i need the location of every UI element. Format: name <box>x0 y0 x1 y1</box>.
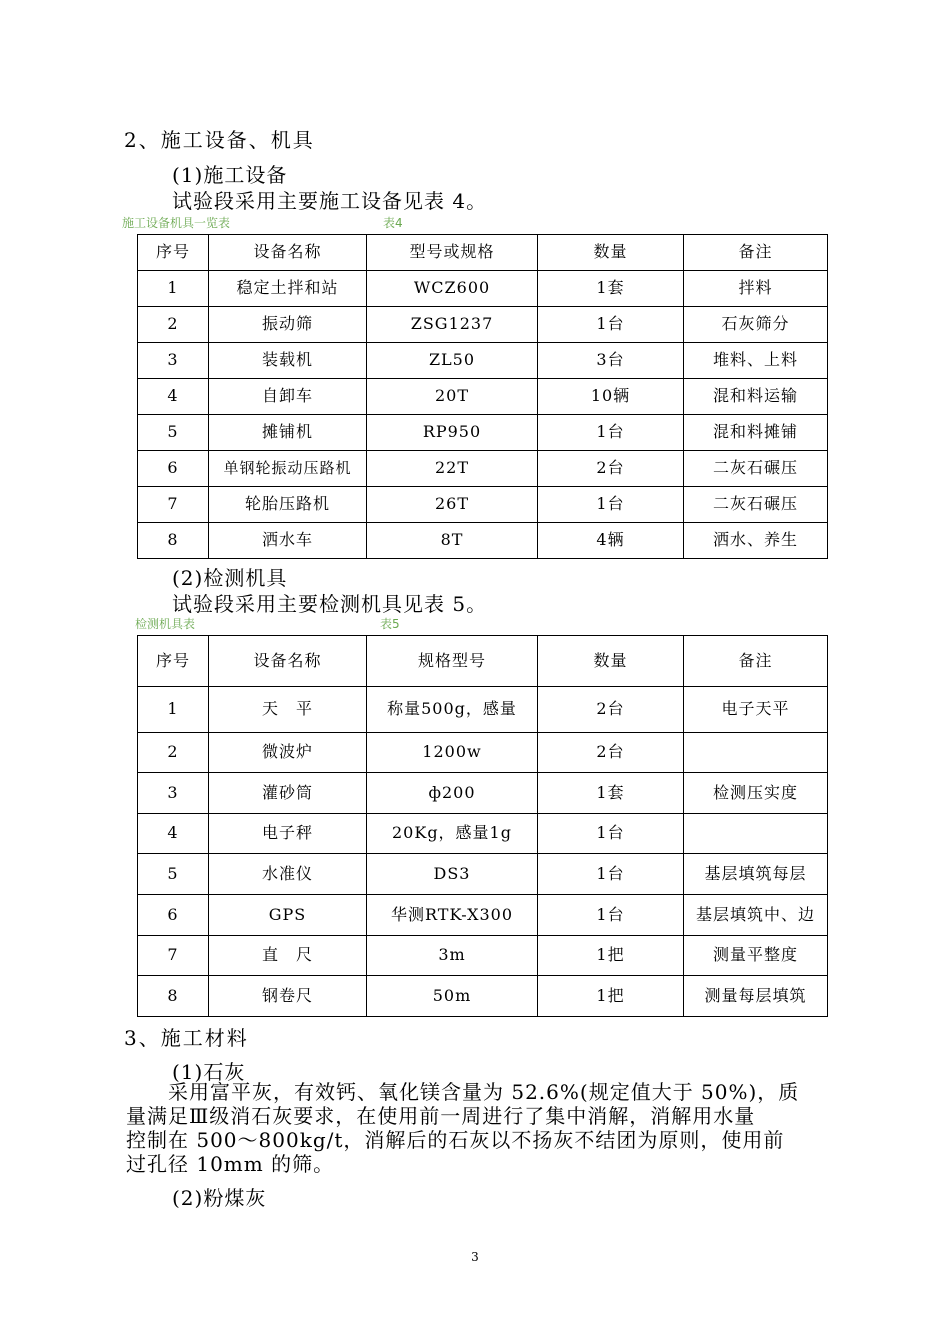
section2-heading: 2、施工设备、机具 <box>124 128 315 152</box>
table-cell: 1200w <box>367 733 538 773</box>
table-cell: 灌砂筒 <box>209 773 367 814</box>
section3-sub2-heading: (2)粉煤灰 <box>172 1186 267 1210</box>
table-cell: 5 <box>138 854 209 895</box>
table-cell: 1台 <box>538 814 684 854</box>
table-cell: 50m <box>367 976 538 1017</box>
table-cell: 洒水车 <box>209 523 367 559</box>
section3-sub1-heading: (1)石灰 <box>172 1060 246 1084</box>
table-cell: 1台 <box>538 307 684 343</box>
table-cell: 1台 <box>538 487 684 523</box>
table-cell: 混和料摊铺 <box>684 415 828 451</box>
table-cell: 8 <box>138 523 209 559</box>
table-row <box>138 343 828 379</box>
table-cell: 基层填筑每层 <box>684 854 828 895</box>
table5-header-cell: 规格型号 <box>367 636 538 687</box>
table-cell: 2台 <box>538 451 684 487</box>
table-cell: 自卸车 <box>209 379 367 415</box>
table-row <box>138 687 828 733</box>
table5-header-cell: 序号 <box>138 636 209 687</box>
table5-caption: 检测机具表 <box>135 617 196 631</box>
table-cell: 华测RTK-X300 <box>367 895 538 936</box>
table-cell: 7 <box>138 936 209 976</box>
table-cell: 二灰石碾压 <box>684 487 828 523</box>
table-cell: ZSG1237 <box>367 307 538 343</box>
table-cell: 堆料、上料 <box>684 343 828 379</box>
table-cell: ZL50 <box>367 343 538 379</box>
table-cell: 20T <box>367 379 538 415</box>
table-cell: 6 <box>138 451 209 487</box>
table-cell: 6 <box>138 895 209 936</box>
paragraph-line: 过孔径 10mm 的筛。 <box>126 1152 335 1176</box>
table-cell: 10辆 <box>538 379 684 415</box>
table-row <box>138 814 828 854</box>
table5-header-cell: 数量 <box>538 636 684 687</box>
table-cell: 振动筛 <box>209 307 367 343</box>
table-cell: 1套 <box>538 773 684 814</box>
table-cell: 1把 <box>538 976 684 1017</box>
table-cell: 3m <box>367 936 538 976</box>
table-cell: 2 <box>138 733 209 773</box>
table-cell: 基层填筑中、边 <box>684 895 828 936</box>
table4-caption: 施工设备机具一览表 <box>122 216 231 230</box>
section2-sub2-heading: (2)检测机具 <box>172 566 288 590</box>
table-row <box>138 523 828 559</box>
table5-header-cell: 设备名称 <box>209 636 367 687</box>
table-cell: RP950 <box>367 415 538 451</box>
table-cell: 7 <box>138 487 209 523</box>
section3-heading: 3、施工材料 <box>124 1026 249 1050</box>
table5-header-cell: 备注 <box>684 636 828 687</box>
table-cell: 检测压实度 <box>684 773 828 814</box>
table-cell: 电子秤 <box>209 814 367 854</box>
table-cell: 单钢轮振动压路机 <box>209 451 367 487</box>
table-cell: 8T <box>367 523 538 559</box>
table-cell: 20Kg，感量1g <box>367 814 538 854</box>
section2-sub1-text: 试验段采用主要施工设备见表 4。 <box>172 189 488 213</box>
table-cell: 3 <box>138 773 209 814</box>
table-cell: 1台 <box>538 895 684 936</box>
table-cell: 1台 <box>538 854 684 895</box>
table-cell: 3台 <box>538 343 684 379</box>
table-cell <box>684 733 828 773</box>
table4-header-cell: 数量 <box>538 235 684 271</box>
table-row <box>138 976 828 1017</box>
table-cell: 1套 <box>538 271 684 307</box>
table-row <box>138 854 828 895</box>
table-cell: 4 <box>138 379 209 415</box>
section2-sub1-heading: (1)施工设备 <box>172 163 288 187</box>
table4-header-cell: 设备名称 <box>209 235 367 271</box>
table-cell: GPS <box>209 895 367 936</box>
table-cell <box>684 814 828 854</box>
paragraph-line: 量满足Ⅲ级消石灰要求，在使用前一周进行了集中消解，消解用水量 <box>126 1104 756 1128</box>
table-cell: 22T <box>367 451 538 487</box>
table-cell: 1把 <box>538 936 684 976</box>
table-cell: 1 <box>138 687 209 733</box>
table-cell: 钢卷尺 <box>209 976 367 1017</box>
table-cell: 天 平 <box>209 687 367 733</box>
table-row <box>138 271 828 307</box>
table-cell: 2台 <box>538 733 684 773</box>
table-cell: 轮胎压路机 <box>209 487 367 523</box>
table-row <box>138 307 828 343</box>
table-cell: 称量500g，感量 <box>367 687 538 733</box>
table-cell: 测量平整度 <box>684 936 828 976</box>
table-cell: 石灰筛分 <box>684 307 828 343</box>
table-row <box>138 451 828 487</box>
table4-header-cell: 备注 <box>684 235 828 271</box>
paragraph-line: 控制在 500～800kg/t，消解后的石灰以不扬灰不结团为原则，使用前 <box>126 1128 785 1152</box>
table-cell: 2台 <box>538 687 684 733</box>
table-cell: 直 尺 <box>209 936 367 976</box>
table-row <box>138 415 828 451</box>
section2-sub2-text: 试验段采用主要检测机具见表 5。 <box>172 592 488 616</box>
table-cell: 摊铺机 <box>209 415 367 451</box>
table-cell: 微波炉 <box>209 733 367 773</box>
table-cell: 26T <box>367 487 538 523</box>
table-cell: 测量每层填筑 <box>684 976 828 1017</box>
table-cell: 4辆 <box>538 523 684 559</box>
table-cell: 1 <box>138 271 209 307</box>
table-row <box>138 773 828 814</box>
page-number: 3 <box>471 1250 479 1264</box>
table-cell: 混和料运输 <box>684 379 828 415</box>
table-row <box>138 487 828 523</box>
table-cell: 洒水、养生 <box>684 523 828 559</box>
table-cell: 水准仪 <box>209 854 367 895</box>
table4-header-cell: 型号或规格 <box>367 235 538 271</box>
table-cell: 稳定土拌和站 <box>209 271 367 307</box>
table-cell: 二灰石碾压 <box>684 451 828 487</box>
table-cell: ф200 <box>367 773 538 814</box>
table-cell: 装载机 <box>209 343 367 379</box>
table4-header-cell: 序号 <box>138 235 209 271</box>
table5-header-row <box>138 636 828 687</box>
table-row <box>138 895 828 936</box>
paragraph-line: 采用富平灰，有效钙、氧化镁含量为 52.6%(规定值大于 50%)，质 <box>126 1080 800 1104</box>
table-cell: 3 <box>138 343 209 379</box>
table-cell: 拌料 <box>684 271 828 307</box>
table-row <box>138 936 828 976</box>
table4-caption-number: 表4 <box>383 216 403 230</box>
table-row <box>138 733 828 773</box>
table-cell: WCZ600 <box>367 271 538 307</box>
table-cell: 8 <box>138 976 209 1017</box>
table5-caption-number: 表5 <box>380 617 400 631</box>
table-row <box>138 379 828 415</box>
table5-instruments <box>137 635 828 1017</box>
table-cell: 2 <box>138 307 209 343</box>
table-cell: 电子天平 <box>684 687 828 733</box>
table-cell: 4 <box>138 814 209 854</box>
table-cell: DS3 <box>367 854 538 895</box>
table-cell: 5 <box>138 415 209 451</box>
table-cell: 1台 <box>538 415 684 451</box>
table4-equipment <box>137 234 828 559</box>
table4-header-row <box>138 235 828 271</box>
section3-lime-paragraph <box>126 1080 840 1176</box>
